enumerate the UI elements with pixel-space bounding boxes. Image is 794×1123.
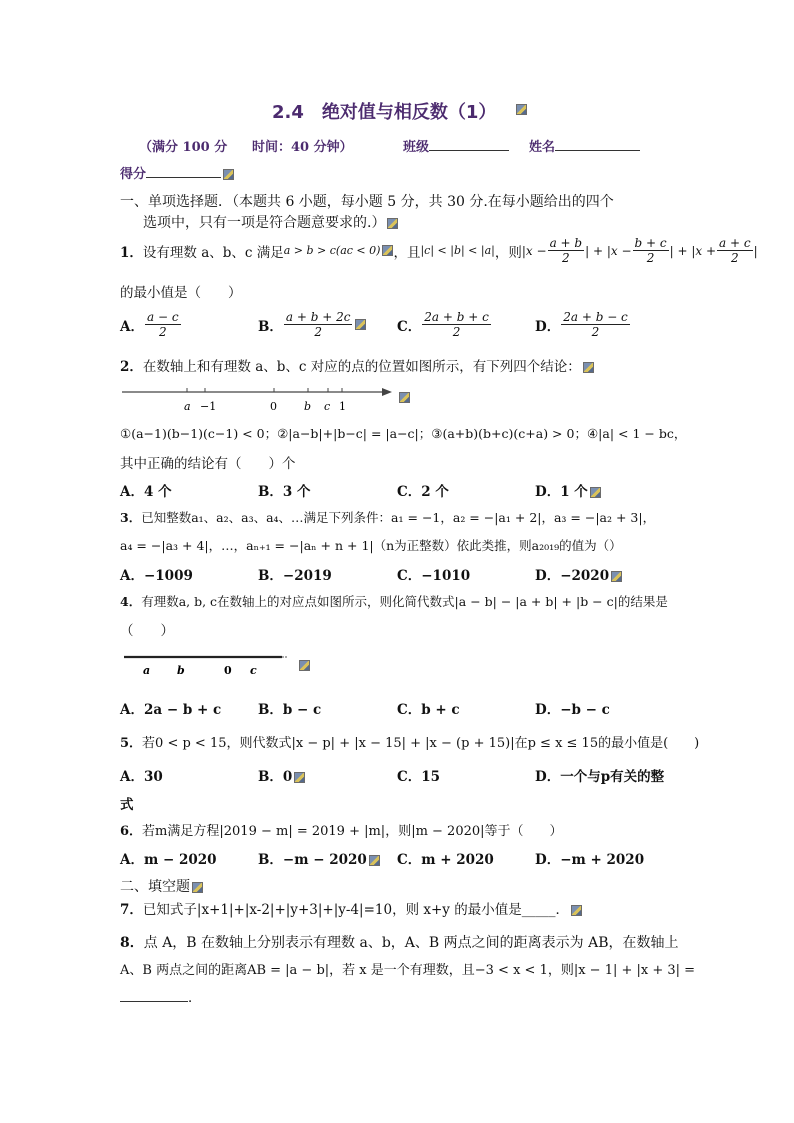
q8-stem-2: A、B 两点之间的距离AB = |a − b|，若 x 是一个有理数，且−3 < x < 1，则|x − 1| + |x + 3| = <box>120 963 696 978</box>
embedded-object-icon <box>382 245 393 256</box>
q1-fraction-1: $\frac{a + b}{2}$ <box>549 236 583 265</box>
q5-option-b[interactable]: B．0 <box>258 765 305 785</box>
full-score: （满分 100 分 <box>139 140 228 155</box>
q2-option-c[interactable]: C．2 个 <box>397 484 449 500</box>
q4-option-b[interactable]: B．b − c <box>258 702 322 718</box>
q2-number-line <box>120 382 410 416</box>
q5-option-d-wrap: 式 <box>120 797 134 813</box>
name-blank[interactable] <box>555 150 640 151</box>
q1-fraction-3: $\frac{a + c}{2}$ <box>719 236 751 265</box>
q3-option-d[interactable]: D．−2020 <box>535 564 622 584</box>
q4-option-a[interactable]: A．2a − b + c <box>120 702 222 718</box>
q1-fraction-2: $\frac{b + c}{2}$ <box>634 236 667 265</box>
section1-heading: 一、单项选择题．（本题共 6 小题，每小题 5 分，共 30 分.在每小题给出的四个 <box>120 194 614 210</box>
q2-axis-arrow <box>382 388 392 396</box>
q4-stem-2: （ ） <box>120 623 174 639</box>
embedded-object-icon <box>516 104 527 115</box>
q6-stem: 6．若m满足方程|2019 − m| = 2019 + |m|，则|m − 2020|等于（ ） <box>120 824 563 839</box>
q2-option-a[interactable]: A．4 个 <box>120 484 172 500</box>
q2-option-d[interactable]: D．1 个 <box>535 480 601 500</box>
q4-label-b: b <box>177 664 185 677</box>
q1-tail: 的最小值是（ ） <box>120 285 242 301</box>
embedded-object-icon <box>399 392 410 403</box>
q2-label-b: b <box>304 400 312 413</box>
q1-option-d[interactable]: D． $\frac{2a + b - c}{2}$ <box>535 310 628 339</box>
q6-option-d[interactable]: D．−m + 2020 <box>535 852 645 868</box>
q5-option-a[interactable]: A．30 <box>120 769 163 785</box>
q3-stem-1: 3．已知整数a₁、a₂、a₃、a₄、…满足下列条件：a₁ = −1，a₂ = −|a₁ + 2|，a₃ = −|a₂ + 3|， <box>120 510 656 525</box>
q1-option-a[interactable]: A． $\frac{a - c}{2}$ <box>120 310 179 339</box>
q2-option-b[interactable]: B．3 个 <box>258 484 311 500</box>
score-field: 得分 <box>120 163 234 182</box>
q2-conclusions: ①(a−1)(b−1)(c−1) < 0；②|a−b|+|b−c| = |a−c|；③(a+b)(b+c)(c+a) > 0；④|a| < 1 − bc， <box>120 426 687 441</box>
q3-stem-2: a₄ = −|a₃ + 4|，…，aₙ₊₁ = −|aₙ + n + 1|（n为正整数）依此类推，则a₂₀₁₉的值为（） <box>120 538 622 553</box>
q4-label-a: a <box>143 664 151 677</box>
q2-label-neg1: −1 <box>200 400 217 413</box>
section2-heading: 二、填空题 <box>120 876 203 896</box>
class-field: 班级 <box>403 136 509 155</box>
class-blank[interactable] <box>429 150 509 151</box>
q5-option-d[interactable]: D．一个与p有关的整 <box>535 769 665 785</box>
embedded-object-icon <box>355 319 366 330</box>
name-field: 姓名 <box>529 136 640 155</box>
embedded-object-icon <box>223 169 234 180</box>
q3-option-a[interactable]: A．−1009 <box>120 568 193 584</box>
q1-option-b[interactable]: B． $\frac{a + b + 2c}{2}$ <box>258 310 366 339</box>
q4-label-0: 0 <box>224 664 232 677</box>
time-limit: 时间：40 分钟） <box>252 140 353 155</box>
embedded-object-icon <box>192 882 203 893</box>
q5-stem: 5．若0 < p < 15，则代数式|x − p| + |x − 15| + |x − (p + 15)|在p ≤ x ≤ 15的最小值是( ) <box>120 736 700 751</box>
page-title: 2.4 绝对值与相反数（1） <box>272 102 497 123</box>
embedded-object-icon <box>611 571 622 582</box>
q4-option-d[interactable]: D．−b − c <box>535 702 610 718</box>
embedded-object-icon <box>571 905 582 916</box>
embedded-object-icon <box>294 772 305 783</box>
q4-label-c: c <box>250 664 257 677</box>
q2-question: 其中正确的结论有（ ）个 <box>120 456 296 472</box>
embedded-object-icon <box>299 660 310 671</box>
q4-option-c[interactable]: C．b + c <box>397 702 460 718</box>
embedded-object-icon <box>369 855 380 866</box>
q2-label-a: a <box>184 400 191 413</box>
q2-label-1: 1 <box>339 400 346 413</box>
q6-option-c[interactable]: C．m + 2020 <box>397 852 494 868</box>
q8-answer-blank[interactable] <box>120 1001 188 1002</box>
q1-stem: 1． 设有理数 a、b、c 满足 a > b > c(ac < 0) ，且 |c| < |b| < |a| ，则 |x − $\frac{a + b}{2}$ | + |x − $\frac{b + c}{2}$ | + |x + $\frac{a + c}{2}$ | <box>120 236 758 265</box>
q2-stem: 2．在数轴上和有理数 a、b、c 对应的点的位置如图所示，有下列四个结论： <box>120 355 594 375</box>
q8-stem-1: 8．点 A，B 在数轴上分别表示有理数 a、b，A、B 两点之间的距离表示为 AB，在数轴上 <box>120 935 679 951</box>
q6-option-b[interactable]: B．−m − 2020 <box>258 848 380 868</box>
q3-option-c[interactable]: C．−1010 <box>397 568 471 584</box>
q5-option-c[interactable]: C．15 <box>397 769 441 785</box>
q6-option-a[interactable]: A．m − 2020 <box>120 852 217 868</box>
q1-option-c[interactable]: C． $\frac{2a + b + c}{2}$ <box>397 310 489 339</box>
embedded-object-icon <box>387 218 398 229</box>
q3-option-b[interactable]: B．−2019 <box>258 568 332 584</box>
embedded-object-icon <box>583 362 594 373</box>
section1-heading-2: 选项中，只有一项是符合题意要求的.） <box>143 212 398 232</box>
q2-label-c: c <box>324 400 331 413</box>
embedded-object-icon <box>590 487 601 498</box>
q4-stem-1: 4．有理数a, b, c在数轴上的对应点如图所示，则化简代数式|a − b| − |a + b| + |b − c|的结果是 <box>120 594 668 609</box>
q7-stem: 7．已知式子|x+1|+|x-2|+|y+3|+|y-4|=10，则 x+y 的最小值是_____． <box>120 898 582 918</box>
q8-answer-line: ． <box>120 986 202 1006</box>
score-blank[interactable] <box>146 177 221 178</box>
q2-label-0: 0 <box>270 400 277 413</box>
q4-number-line <box>122 650 312 682</box>
